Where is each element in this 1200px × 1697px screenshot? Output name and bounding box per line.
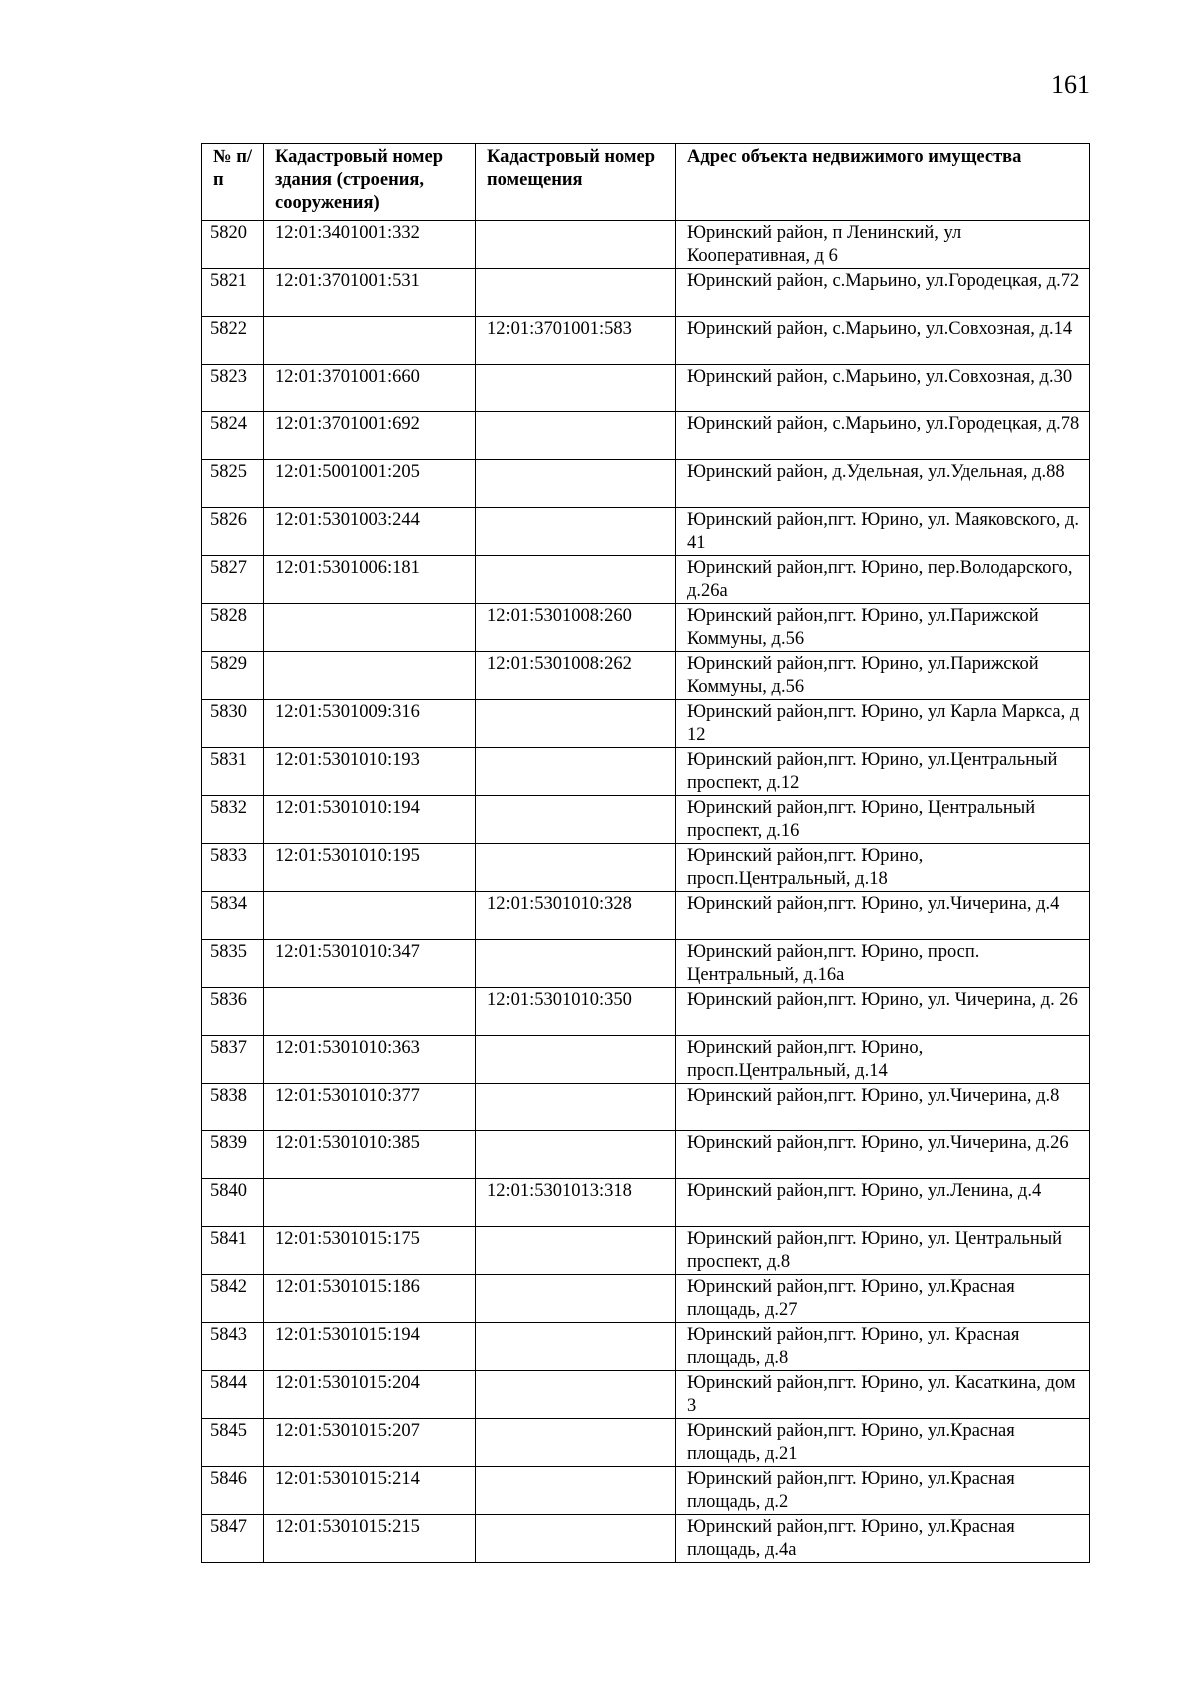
- table-row: [202, 939, 1090, 987]
- cell-num: 5838: [202, 1083, 264, 1131]
- cell-address: Юринский район,пгт. Юрино, ул.Чичерина, д.26: [676, 1131, 1090, 1179]
- cell-num: 5847: [202, 1514, 264, 1562]
- table-row: [202, 843, 1090, 891]
- cell-num: 5825: [202, 460, 264, 508]
- cell-premise-cadastral: [476, 555, 676, 603]
- table-row: [202, 987, 1090, 1035]
- table-row: [202, 316, 1090, 364]
- cell-building-cadastral: [264, 603, 476, 651]
- cell-num: 5829: [202, 651, 264, 699]
- table-row: [202, 1179, 1090, 1227]
- cell-num: 5835: [202, 939, 264, 987]
- cell-building-cadastral: 12:01:3701001:660: [264, 364, 476, 412]
- property-registry-table: [201, 143, 1090, 1563]
- cell-building-cadastral: 12:01:5301003:244: [264, 507, 476, 555]
- table-row: [202, 1083, 1090, 1131]
- cell-num: 5844: [202, 1370, 264, 1418]
- cell-address: Юринский район,пгт. Юрино, ул.Ленина, д.4: [676, 1179, 1090, 1227]
- page-number: 161: [1051, 70, 1090, 99]
- cell-building-cadastral: 12:01:5301010:347: [264, 939, 476, 987]
- table-row: [202, 269, 1090, 317]
- cell-num: 5846: [202, 1466, 264, 1514]
- table-header-row: [202, 144, 1090, 221]
- cell-premise-cadastral: [476, 1083, 676, 1131]
- table-row: [202, 1226, 1090, 1274]
- cell-address: Юринский район,пгт. Юрино, просп.Центральный, д.14: [676, 1035, 1090, 1083]
- cell-address: Юринский район,пгт. Юрино, ул.Красная площадь, д.4а: [676, 1514, 1090, 1562]
- header-num: № п/п: [202, 144, 264, 221]
- cell-address: Юринский район, с.Марьино, ул.Совхозная, д.30: [676, 364, 1090, 412]
- cell-building-cadastral: 12:01:5301010:194: [264, 795, 476, 843]
- cell-num: 5826: [202, 507, 264, 555]
- cell-building-cadastral: 12:01:5301015:207: [264, 1418, 476, 1466]
- cell-num: 5840: [202, 1179, 264, 1227]
- cell-address: Юринский район,пгт. Юрино, ул.Красная площадь, д.21: [676, 1418, 1090, 1466]
- cell-num: 5827: [202, 555, 264, 603]
- cell-address: Юринский район,пгт. Юрино, ул.Красная площадь, д.2: [676, 1466, 1090, 1514]
- cell-premise-cadastral: 12:01:3701001:583: [476, 316, 676, 364]
- cell-premise-cadastral: 12:01:5301010:328: [476, 891, 676, 939]
- cell-premise-cadastral: [476, 1466, 676, 1514]
- cell-premise-cadastral: [476, 507, 676, 555]
- table-row: [202, 603, 1090, 651]
- cell-address: Юринский район,пгт. Юрино, ул.Чичерина, д.4: [676, 891, 1090, 939]
- cell-premise-cadastral: [476, 747, 676, 795]
- cell-premise-cadastral: [476, 1131, 676, 1179]
- cell-num: 5820: [202, 221, 264, 269]
- cell-premise-cadastral: [476, 939, 676, 987]
- cell-building-cadastral: 12:01:5301015:175: [264, 1226, 476, 1274]
- cell-premise-cadastral: 12:01:5301008:260: [476, 603, 676, 651]
- cell-premise-cadastral: [476, 269, 676, 317]
- cell-building-cadastral: 12:01:5301010:385: [264, 1131, 476, 1179]
- cell-building-cadastral: 12:01:5301006:181: [264, 555, 476, 603]
- cell-address: Юринский район, с.Марьино, ул.Городецкая, д.78: [676, 412, 1090, 460]
- cell-building-cadastral: [264, 1179, 476, 1227]
- cell-num: 5843: [202, 1322, 264, 1370]
- table-row: [202, 1131, 1090, 1179]
- table-row: [202, 1514, 1090, 1562]
- table-row: [202, 651, 1090, 699]
- cell-address: Юринский район,пгт. Юрино, пер.Володарского, д.26а: [676, 555, 1090, 603]
- cell-building-cadastral: 12:01:3401001:332: [264, 221, 476, 269]
- cell-address: Юринский район,пгт. Юрино, ул Карла Маркса, д 12: [676, 699, 1090, 747]
- cell-address: Юринский район,пгт. Юрино, просп.Центральный, д.18: [676, 843, 1090, 891]
- cell-address: Юринский район,пгт. Юрино, ул.Чичерина, д.8: [676, 1083, 1090, 1131]
- cell-address: Юринский район,пгт. Юрино, ул. Центральный проспект, д.8: [676, 1226, 1090, 1274]
- cell-address: Юринский район,пгт. Юрино, ул. Касаткина, дом 3: [676, 1370, 1090, 1418]
- header-premise-cadastral: Кадастровый номер помещения: [476, 144, 676, 221]
- cell-building-cadastral: 12:01:5301015:186: [264, 1274, 476, 1322]
- cell-building-cadastral: 12:01:5301010:193: [264, 747, 476, 795]
- cell-address: Юринский район,пгт. Юрино, ул. Чичерина, д. 26: [676, 987, 1090, 1035]
- cell-address: Юринский район,пгт. Юрино, ул. Красная площадь, д.8: [676, 1322, 1090, 1370]
- cell-building-cadastral: [264, 891, 476, 939]
- cell-num: 5841: [202, 1226, 264, 1274]
- cell-building-cadastral: 12:01:5301015:194: [264, 1322, 476, 1370]
- table-body: [202, 221, 1090, 1563]
- table-row: [202, 1370, 1090, 1418]
- cell-num: 5833: [202, 843, 264, 891]
- cell-building-cadastral: 12:01:5301009:316: [264, 699, 476, 747]
- cell-building-cadastral: 12:01:5301010:363: [264, 1035, 476, 1083]
- cell-building-cadastral: [264, 987, 476, 1035]
- table-row: [202, 460, 1090, 508]
- cell-building-cadastral: 12:01:5301010:195: [264, 843, 476, 891]
- cell-premise-cadastral: [476, 412, 676, 460]
- table-row: [202, 1466, 1090, 1514]
- cell-premise-cadastral: [476, 1322, 676, 1370]
- cell-building-cadastral: [264, 651, 476, 699]
- cell-premise-cadastral: [476, 364, 676, 412]
- cell-premise-cadastral: [476, 843, 676, 891]
- cell-building-cadastral: [264, 316, 476, 364]
- cell-building-cadastral: 12:01:3701001:531: [264, 269, 476, 317]
- table-row: [202, 507, 1090, 555]
- cell-premise-cadastral: [476, 1226, 676, 1274]
- table-row: [202, 221, 1090, 269]
- cell-num: 5821: [202, 269, 264, 317]
- cell-address: Юринский район,пгт. Юрино, ул.Красная площадь, д.27: [676, 1274, 1090, 1322]
- cell-building-cadastral: 12:01:5301010:377: [264, 1083, 476, 1131]
- cell-num: 5845: [202, 1418, 264, 1466]
- table-row: [202, 747, 1090, 795]
- cell-address: Юринский район,пгт. Юрино, ул.Парижской Коммуны, д.56: [676, 603, 1090, 651]
- table-row: [202, 795, 1090, 843]
- cell-premise-cadastral: 12:01:5301013:318: [476, 1179, 676, 1227]
- cell-address: Юринский район, с.Марьино, ул.Совхозная, д.14: [676, 316, 1090, 364]
- cell-num: 5830: [202, 699, 264, 747]
- table-row: [202, 1274, 1090, 1322]
- cell-num: 5836: [202, 987, 264, 1035]
- table-row: [202, 1418, 1090, 1466]
- cell-num: 5839: [202, 1131, 264, 1179]
- cell-premise-cadastral: [476, 460, 676, 508]
- cell-address: Юринский район, с.Марьино, ул.Городецкая, д.72: [676, 269, 1090, 317]
- cell-address: Юринский район, п Ленинский, ул Кооперативная, д 6: [676, 221, 1090, 269]
- cell-premise-cadastral: 12:01:5301008:262: [476, 651, 676, 699]
- cell-building-cadastral: 12:01:3701001:692: [264, 412, 476, 460]
- table-row: [202, 555, 1090, 603]
- cell-num: 5824: [202, 412, 264, 460]
- cell-address: Юринский район,пгт. Юрино, ул.Парижской Коммуны, д.56: [676, 651, 1090, 699]
- cell-address: Юринский район,пгт. Юрино, ул.Центральный проспект, д.12: [676, 747, 1090, 795]
- cell-premise-cadastral: [476, 221, 676, 269]
- cell-premise-cadastral: [476, 1514, 676, 1562]
- cell-num: 5837: [202, 1035, 264, 1083]
- table-row: [202, 1322, 1090, 1370]
- cell-num: 5831: [202, 747, 264, 795]
- cell-building-cadastral: 12:01:5301015:215: [264, 1514, 476, 1562]
- cell-premise-cadastral: [476, 1274, 676, 1322]
- cell-premise-cadastral: [476, 1035, 676, 1083]
- cell-num: 5832: [202, 795, 264, 843]
- cell-address: Юринский район, д.Удельная, ул.Удельная, д.88: [676, 460, 1090, 508]
- cell-address: Юринский район,пгт. Юрино, ул. Маяковского, д. 41: [676, 507, 1090, 555]
- cell-num: 5834: [202, 891, 264, 939]
- cell-premise-cadastral: [476, 795, 676, 843]
- header-building-cadastral: Кадастровый номер здания (строения, сооружения): [264, 144, 476, 221]
- cell-num: 5822: [202, 316, 264, 364]
- cell-num: 5823: [202, 364, 264, 412]
- cell-address: Юринский район,пгт. Юрино, Центральный проспект, д.16: [676, 795, 1090, 843]
- cell-num: 5828: [202, 603, 264, 651]
- cell-building-cadastral: 12:01:5001001:205: [264, 460, 476, 508]
- table-row: [202, 891, 1090, 939]
- header-address: Адрес объекта недвижимого имущества: [676, 144, 1090, 221]
- cell-premise-cadastral: [476, 1370, 676, 1418]
- cell-premise-cadastral: [476, 1418, 676, 1466]
- cell-num: 5842: [202, 1274, 264, 1322]
- cell-address: Юринский район,пгт. Юрино, просп. Центральный, д.16а: [676, 939, 1090, 987]
- cell-premise-cadastral: 12:01:5301010:350: [476, 987, 676, 1035]
- table-row: [202, 699, 1090, 747]
- cell-premise-cadastral: [476, 699, 676, 747]
- cell-building-cadastral: 12:01:5301015:214: [264, 1466, 476, 1514]
- table-row: [202, 412, 1090, 460]
- cell-building-cadastral: 12:01:5301015:204: [264, 1370, 476, 1418]
- table-row: [202, 364, 1090, 412]
- table-row: [202, 1035, 1090, 1083]
